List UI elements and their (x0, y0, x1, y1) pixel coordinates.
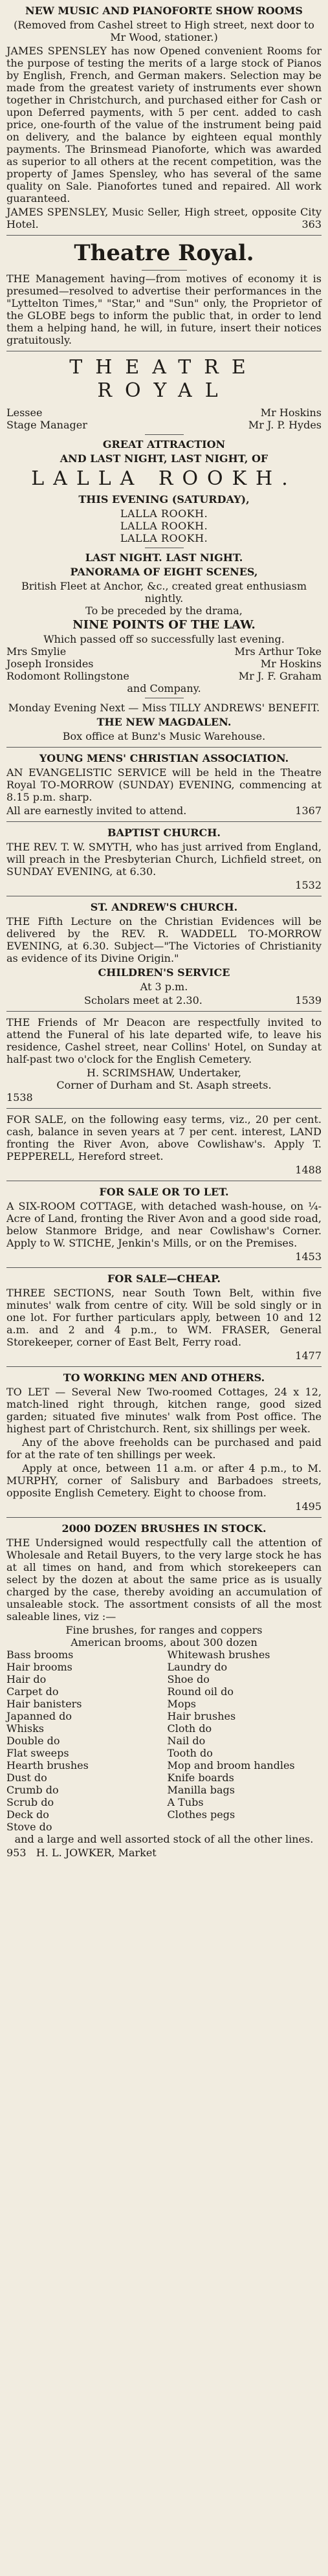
advert-subheading: (Removed from Cashel street to High street, next door to Mr Wood, stationer.) (14, 19, 314, 43)
brush-list-item: Dust do (6, 1771, 47, 1784)
advert-tail-line (6, 805, 322, 817)
working-men-advert (6, 1371, 322, 1513)
brush-list-item: Mop and broom handles (167, 1759, 295, 1771)
advert-number: 1453 (295, 1250, 322, 1263)
advert-body: JAMES SPENSLEY has now Opened convenient Rooms for the purpose of testing the merits of a large stock of Pianos by English, French, and German makers. Selection may be made from the greatest variety of instruments ever shown together in Christchurch, and purchased either for Cash or upon Deferred payments, with 5 per cent. added to cash price, one-fourth of the value of the instrument being paid on delivery, and the balance by eighteen equal monthly payments. The Brinsmead Pianoforte, which was awarded as superior to all others at the recent competition, was the property of James Spensley, who has several of the same quality on Sale. Pianofortes tuned and repaired. All work guaranteed. (6, 45, 322, 205)
advert-heading: ST. ANDREW'S CHURCH. (90, 901, 238, 913)
divider (6, 1011, 322, 1012)
benefit-line: Monday Evening Next — Miss TILLY ANDREWS' BENEFIT. (8, 702, 320, 714)
advert-body: AN EVANGELISTIC SERVICE will be held in the Theatre Royal TO-MORROW (SUNDAY) EVENING, commencing at 8.15 p.m. sharp. (6, 766, 322, 803)
advert-tail: and a large and well assorted stock of all the other lines. (14, 1833, 314, 1845)
advert-signature: H. L. JOWKER, Market (36, 1847, 157, 1859)
passed-line: Which passed off so successfully last evening. (43, 633, 285, 645)
brush-list-right (168, 1649, 322, 1833)
st-andrews-advert (6, 901, 322, 1006)
lessee-row (6, 406, 322, 419)
brush-list-item: Clothes pegs (167, 1808, 235, 1821)
advert-heading: BAPTIST CHURCH. (107, 827, 221, 839)
baptist-church-advert (6, 827, 322, 891)
advert-number: 1538 (6, 1091, 33, 1104)
advert-body: THE Management having—from motives of economy it is presumed—resolved to advertise their performances in the "Lyttelton Times," "Star," and "Sun" only, the Proprietor of the GLOBE begs to inform the public that, in order to lend them a helping hand, he will, in future, insert their notices gratuitously. (6, 272, 322, 346)
divider (6, 747, 322, 748)
advert-body: Apply at once, between 11 a.m. or after 4 p.m., to M. MURPHY, corner of Salisbury and Barbadoes streets, opposite English Cemetery. Eight to choose from. (6, 1462, 322, 1499)
cast-actor: Mrs Arthur Toke (234, 645, 322, 658)
box-office-line: Box office at Bunz's Music Warehouse. (62, 730, 266, 742)
advert-signature: JAMES SPENSLEY, Music Seller, High street, opposite City Hotel. (6, 206, 322, 230)
advert-heading: NEW MUSIC AND PIANOFORTE SHOW ROOMS (25, 5, 303, 17)
advert-body: THE Fifth Lecture on the Christian Evidences will be delivered by the REV. R. WADDELL TO-MORROW EVENING, at 6.30. Subject—"The Victories of Christianity as evidence of its Divine Origin." (6, 915, 322, 964)
attraction-line: GREAT ATTRACTION (102, 438, 226, 450)
divider (6, 1108, 322, 1109)
funeral-notice-advert (6, 1016, 322, 1104)
advert-heading: 2000 DOZEN BRUSHES IN STOCK. (61, 1522, 267, 1535)
brush-list-left (6, 1649, 161, 1833)
brush-list-item: Scrub do (6, 1796, 54, 1808)
cast-role: Rodomont Rollingstone (6, 670, 129, 682)
divider (142, 270, 187, 271)
company-line: and Company. (127, 682, 201, 694)
stage-manager-name: Mr J. P. Hydes (248, 419, 322, 431)
lalla-rookh-advert (6, 356, 322, 742)
advert-heading: TO WORKING MEN AND OTHERS. (63, 1371, 265, 1384)
land-for-sale-advert (6, 1113, 322, 1176)
brush-list-item: Nail do (167, 1735, 206, 1747)
sections-for-sale-advert (6, 1272, 322, 1362)
advert-number: 1532 (295, 879, 322, 891)
brush-list-item: Stove do (6, 1821, 52, 1833)
advert-title: THEATRE ROYAL (69, 356, 259, 402)
brush-list-item: Double do (6, 1735, 60, 1747)
advert-heading: FOR SALE—CHEAP. (107, 1272, 221, 1285)
cast-row (6, 670, 322, 682)
advert-column (6, 3, 322, 1860)
brush-list-item: Hair banisters (6, 1698, 82, 1710)
brush-list-item: Japanned do (6, 1710, 72, 1722)
advert-number: 1477 (295, 1349, 322, 1362)
divider (6, 1267, 322, 1268)
advert-tail: Scholars meet at 2.30. (84, 994, 202, 1006)
evening-line: THIS EVENING (SATURDAY), (78, 493, 250, 505)
brush-list-item: Hair do (6, 1673, 47, 1685)
divider (6, 1366, 322, 1367)
last-night-line: AND LAST NIGHT, LAST NIGHT, OF (60, 452, 268, 465)
advert-number: 1539 (295, 994, 322, 1006)
brush-list-item: Hearth brushes (6, 1759, 89, 1771)
cast-row (6, 658, 322, 670)
brush-list-item: Hair brooms (6, 1661, 72, 1673)
children-service-heading: CHILDREN'S SERVICE (98, 966, 230, 979)
brush-list-item: Knife boards (167, 1771, 234, 1784)
divider (6, 235, 322, 236)
advert-heading: YOUNG MENS' CHRISTIAN ASSOCIATION. (39, 752, 289, 764)
brush-list-item: Cloth do (167, 1722, 212, 1735)
advert-signature-line (6, 1847, 322, 1859)
advert-number: 1367 (295, 805, 322, 817)
divider (6, 1517, 322, 1518)
american-brooms-line: American brooms, about 300 dozen (71, 1636, 257, 1649)
fleet-line: British Fleet at Anchor, &c., created great enthusiasm nightly. (21, 580, 307, 605)
stage-manager-row (6, 419, 322, 431)
brushes-advert (6, 1522, 322, 1859)
advert-signature-line (6, 206, 322, 230)
brush-list-item: Shoe do (167, 1673, 210, 1685)
brush-list-item: Whitewash brushes (167, 1649, 270, 1661)
lessee-name: Mr Hoskins (260, 406, 322, 419)
music-showroom-advert (6, 5, 322, 230)
play-name-line: LALLA ROOKH. (120, 532, 208, 544)
lessee-label: Lessee (6, 406, 43, 419)
divider (6, 821, 322, 822)
advert-body: THE Undersigned would respectfully call the attention of Wholesale and Retail Buyers, to the very large stock he has at all times on hand, and from which storekeepers can select by the dozen at about the same price as is usually charged by the case, thereby avoiding an accumulation of unsaleable stock. The assortment consists of all the most saleable lines, viz :— (6, 1537, 322, 1623)
preceded-line: To be preceded by the drama, (85, 605, 243, 617)
advert-body: FOR SALE, on the following easy terms, viz., 20 per cent. cash, balance in seven years at 7 per cent. interest, LAND fronting the River Avon, above Cowlishaw's. Apply T. PEPPERELL, Hereford street. (6, 1113, 322, 1162)
advert-body: THREE SECTIONS, near South Town Belt, within five minutes' walk from centre of city. Will be sold singly or in one lot. For further particulars apply, between 10 and 12 a.m. and 2 and 4 p.m., to WM. FRASER, General Storekeeper, corner of East Belt, Ferry road. (6, 1287, 322, 1348)
brush-list-item: Laundry do (167, 1661, 228, 1673)
brush-list-item: Mops (167, 1698, 196, 1710)
cottage-advert (6, 1186, 322, 1263)
advert-body: TO LET — Several New Two-roomed Cottages, 24 x 12, match-lined right through, kitchen range, good sized garden; situated five minutes' walk from Post office. The highest part of Christchurch. Rent, six shillings per week. (6, 1386, 322, 1435)
theatre-notice-advert (6, 240, 322, 346)
cast-actor: Mr Hoskins (260, 658, 322, 670)
brush-list-item: Whisks (6, 1722, 44, 1735)
advert-number: 1488 (295, 1164, 322, 1176)
play-name-line: LALLA ROOKH. (120, 507, 208, 520)
drama-title: NINE POINTS OF THE LAW. (72, 618, 256, 632)
cast-role: Mrs Smylie (6, 645, 67, 658)
brush-list-item: A Tubs (167, 1796, 204, 1808)
brush-list-item: Hair brushes (167, 1710, 236, 1722)
advert-body: A SIX-ROOM COTTAGE, with detached wash-house, on ¼-Acre of Land, fronting the River Avon and a good side road, below Stanmore Bridge, and near Cowlishaw's Corner. Apply to W. STICHE, Jenkin's Mills, or on the Premises. (6, 1200, 322, 1249)
service-time: At 3 p.m. (140, 981, 188, 993)
cast-row (6, 645, 322, 658)
advert-body: THE REV. T. W. SMYTH, who has just arrived from England, will preach in the Presbyterian Church, Lichfield street, on SUNDAY EVENING, at 6.30. (6, 841, 322, 878)
stage-manager-label: Stage Manager (6, 419, 87, 431)
cast-actor: Mr J. F. Graham (238, 670, 322, 682)
fine-brushes-line: Fine brushes, for ranges and coppers (65, 1624, 263, 1636)
advert-signature: H. SCRIMSHAW, Undertaker, (87, 1067, 241, 1079)
cast-list (6, 645, 322, 682)
ymca-advert (6, 752, 322, 817)
advert-body: THE Friends of Mr Deacon are respectfully invited to attend the Funeral of his late departed wife, to leave his residence, Cashel street, near Collins' Hotel, on Sunday at half-past two o'clock for the English Cemetery. (6, 1016, 322, 1065)
play-name-line: LALLA ROOKH. (120, 520, 208, 532)
advert-signature: Corner of Durham and St. Asaph streets. (56, 1079, 272, 1091)
advert-tail-line (6, 994, 322, 1006)
advert-heading: FOR SALE OR TO LET. (99, 1186, 229, 1198)
advert-number: 363 (301, 218, 322, 230)
brush-list-item: Crumb do (6, 1784, 59, 1796)
brush-list-item: Manilla bags (167, 1784, 235, 1796)
advert-title: Theatre Royal. (74, 240, 254, 266)
last-night-line: LAST NIGHT. LAST NIGHT. (85, 551, 243, 564)
brush-list-item: Flat sweeps (6, 1747, 69, 1759)
brush-list-item: Bass brooms (6, 1649, 74, 1661)
advert-number: 1495 (295, 1500, 322, 1513)
brush-list-item: Round oil do (167, 1685, 234, 1698)
magdalen-line: THE NEW MAGDALEN. (96, 716, 232, 728)
cast-role: Joseph Ironsides (6, 658, 94, 670)
panorama-line: PANORAMA OF EIGHT SCENES, (70, 566, 258, 578)
play-title: LALLA ROOKH. (31, 467, 297, 490)
advert-body: Any of the above freeholds can be purchased and paid for at the rate of ten shillings per week. (6, 1436, 322, 1461)
brush-list-item: Tooth do (167, 1747, 213, 1759)
brush-list-item: Deck do (6, 1808, 49, 1821)
advert-number: 953 (6, 1847, 27, 1859)
brush-list (6, 1649, 322, 1833)
brush-list-item: Carpet do (6, 1685, 59, 1698)
advert-tail: All are earnestly invited to attend. (6, 805, 187, 817)
divider (145, 434, 184, 435)
